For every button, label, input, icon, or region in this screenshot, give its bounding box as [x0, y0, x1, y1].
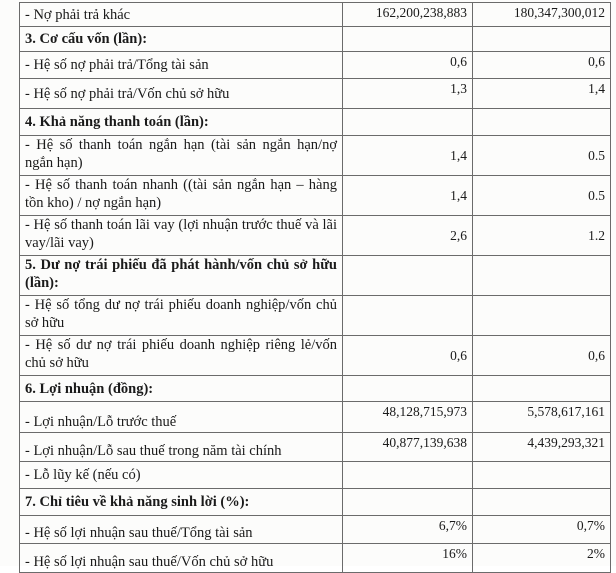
value-year-2: 0.5 — [473, 136, 611, 176]
value-year-1 — [343, 27, 473, 52]
value-year-2: 0,7% — [473, 516, 611, 544]
row-label: - Hệ số nợ phải trả/Vốn chủ sở hữu — [20, 79, 343, 109]
value-year-2: 1,4 — [473, 79, 611, 109]
value-year-2: 180,347,300,012 — [473, 3, 611, 27]
value-year-1 — [343, 109, 473, 136]
value-year-1: 6,7% — [343, 516, 473, 544]
value-year-2 — [473, 256, 611, 296]
value-year-1: 1,4 — [343, 136, 473, 176]
table-row — [20, 176, 611, 216]
table-row — [20, 544, 611, 573]
value-year-2: 0,6 — [473, 52, 611, 79]
row-label: - Hệ số nợ phải trả/Tổng tài sản — [20, 52, 343, 79]
row-label: - Hệ số tổng dư nợ trái phiếu doanh nghiệp/vốn chủ sở hữu — [20, 296, 343, 336]
value-year-2 — [473, 489, 611, 516]
row-label: - Hệ số thanh toán lãi vay (lợi nhuận trước thuế và lãi vay/lãi vay) — [20, 216, 343, 256]
table-row — [20, 296, 611, 336]
table-row — [20, 3, 611, 27]
value-year-2: 1.2 — [473, 216, 611, 256]
value-year-2 — [473, 296, 611, 336]
value-year-1: 162,200,238,883 — [343, 3, 473, 27]
row-label: - Hệ số thanh toán nhanh ((tài sản ngắn hạn – hàng tồn kho) / nợ ngắn hạn) — [20, 176, 343, 216]
row-label: - Hệ số thanh toán ngắn hạn (tài sản ngắn hạn/nợ ngắn hạn) — [20, 136, 343, 176]
section-header-row — [20, 256, 611, 296]
row-label: - Nợ phải trả khác — [20, 3, 343, 27]
value-year-2 — [473, 109, 611, 136]
row-label: - Lợi nhuận/Lỗ trước thuế — [20, 402, 343, 433]
value-year-1 — [343, 489, 473, 516]
table-row — [20, 136, 611, 176]
table-row — [20, 52, 611, 79]
value-year-1: 48,128,715,973 — [343, 402, 473, 433]
row-label: - Hệ số dư nợ trái phiếu doanh nghiệp riêng lẻ/vốn chủ sở hữu — [20, 336, 343, 376]
section-title: 6. Lợi nhuận (đồng): — [20, 376, 343, 402]
value-year-2: 2% — [473, 544, 611, 573]
value-year-1 — [343, 296, 473, 336]
table-row — [20, 336, 611, 376]
value-year-1 — [343, 256, 473, 296]
section-header-row — [20, 489, 611, 516]
value-year-2 — [473, 376, 611, 402]
table-row — [20, 216, 611, 256]
value-year-2 — [473, 27, 611, 52]
value-year-1: 40,877,139,638 — [343, 433, 473, 462]
value-year-2 — [473, 462, 611, 489]
value-year-1: 0,6 — [343, 336, 473, 376]
value-year-1: 2,6 — [343, 216, 473, 256]
table-row — [20, 462, 611, 489]
value-year-1 — [343, 376, 473, 402]
section-header-row — [20, 109, 611, 136]
row-label: - Lỗ lũy kế (nếu có) — [20, 462, 343, 489]
section-title: 5. Dư nợ trái phiếu đã phát hành/vốn chủ sở hữu (lần): — [20, 256, 343, 296]
value-year-1: 1,3 — [343, 79, 473, 109]
value-year-1: 16% — [343, 544, 473, 573]
row-label: - Hệ số lợi nhuận sau thuế/Vốn chủ sở hữu — [20, 544, 343, 573]
section-header-row — [20, 376, 611, 402]
section-title: 4. Khả năng thanh toán (lần): — [20, 109, 343, 136]
financial-indicators-table — [19, 2, 611, 573]
value-year-1 — [343, 462, 473, 489]
value-year-2: 0.5 — [473, 176, 611, 216]
table-row — [20, 402, 611, 433]
section-header-row — [20, 27, 611, 52]
row-label: - Hệ số lợi nhuận sau thuế/Tổng tài sản — [20, 516, 343, 544]
section-title: 7. Chỉ tiêu về khả năng sinh lời (%): — [20, 489, 343, 516]
value-year-1: 0,6 — [343, 52, 473, 79]
section-title: 3. Cơ cấu vốn (lần): — [20, 27, 343, 52]
table-row — [20, 433, 611, 462]
table-row — [20, 79, 611, 109]
value-year-1: 1,4 — [343, 176, 473, 216]
value-year-2: 0,6 — [473, 336, 611, 376]
value-year-2: 4,439,293,321 — [473, 433, 611, 462]
table-row — [20, 516, 611, 544]
row-label: - Lợi nhuận/Lỗ sau thuế trong năm tài chính — [20, 433, 343, 462]
value-year-2: 5,578,617,161 — [473, 402, 611, 433]
